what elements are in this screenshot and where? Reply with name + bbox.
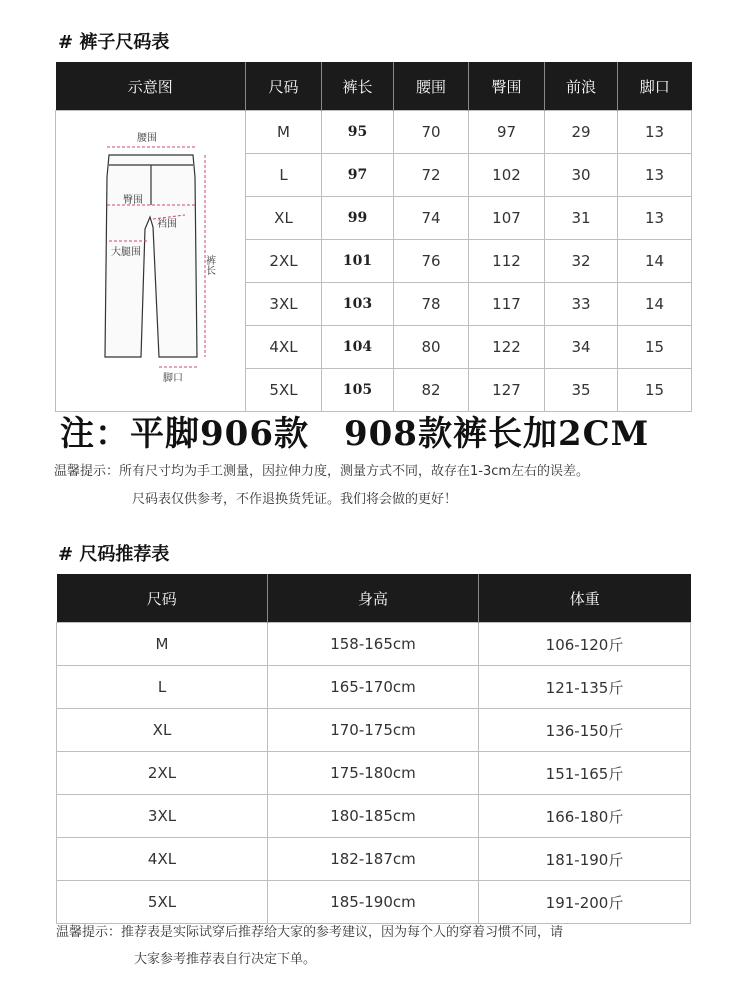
cell-rise: 34 — [545, 326, 618, 369]
table-row — [57, 881, 691, 924]
cell-hip: 112 — [469, 240, 545, 283]
header-size: 尺码 — [57, 574, 268, 623]
cell-weight: 181-190斤 — [479, 838, 691, 881]
header-diagram: 示意图 — [56, 62, 246, 111]
pants-diagram — [57, 117, 245, 401]
cell-size: 4XL — [57, 838, 268, 881]
cell-length: 101 — [322, 240, 394, 283]
cell-leg-opening: 15 — [618, 326, 692, 369]
recommend-tip-line1: 温馨提示：推荐表是实际试穿后推荐给大家的参考建议，因为每个人的穿着习惯不同，请 — [56, 925, 564, 940]
cell-hip: 127 — [469, 369, 545, 412]
cell-size: 2XL — [246, 240, 322, 283]
cell-size: XL — [57, 709, 268, 752]
cell-leg-opening: 14 — [618, 283, 692, 326]
cell-leg-opening: 13 — [618, 197, 692, 240]
cell-size: L — [246, 154, 322, 197]
header-length: 裤长 — [322, 62, 394, 111]
cell-rise: 35 — [545, 369, 618, 412]
diagram-label-waist: 腰围 — [136, 133, 157, 144]
cell-waist: 80 — [394, 326, 469, 369]
pants-diagram-cell — [56, 111, 246, 412]
recommend-chart-title: # 尺码推荐表 — [58, 544, 170, 565]
cell-weight: 151-165斤 — [479, 752, 691, 795]
length-note: 注：平脚906款 908款裤长加2CM — [60, 414, 650, 454]
cell-length: 99 — [322, 197, 394, 240]
cell-size: L — [57, 666, 268, 709]
cell-weight: 166-180斤 — [479, 795, 691, 838]
header-weight: 体重 — [479, 574, 691, 623]
cell-rise: 30 — [545, 154, 618, 197]
cell-size: 2XL — [57, 752, 268, 795]
pants-size-table — [55, 62, 692, 412]
cell-leg-opening: 14 — [618, 240, 692, 283]
cell-size: 5XL — [57, 881, 268, 924]
recommend-tip-line2: 大家参考推荐表自行决定下单。 — [134, 952, 317, 967]
cell-waist: 78 — [394, 283, 469, 326]
cell-height: 182-187cm — [268, 838, 479, 881]
header-leg-opening: 脚口 — [618, 62, 692, 111]
cell-height: 165-170cm — [268, 666, 479, 709]
diagram-label-hip: 臀围 — [122, 195, 143, 206]
cell-size: 5XL — [246, 369, 322, 412]
cell-length: 105 — [322, 369, 394, 412]
table-row — [56, 111, 692, 154]
cell-height: 185-190cm — [268, 881, 479, 924]
diagram-label-crotch: 裆围 — [156, 219, 177, 230]
cell-waist: 72 — [394, 154, 469, 197]
size-tip-line1: 温馨提示：所有尺寸均为手工测量，因拉伸力度，测量方式不同，故存在1-3cm左右的误差。 — [54, 464, 590, 479]
cell-rise: 31 — [545, 197, 618, 240]
cell-leg-opening: 13 — [618, 111, 692, 154]
cell-rise: 32 — [545, 240, 618, 283]
cell-length: 103 — [322, 283, 394, 326]
header-height: 身高 — [268, 574, 479, 623]
table-row — [57, 752, 691, 795]
cell-weight: 136-150斤 — [479, 709, 691, 752]
cell-waist: 70 — [394, 111, 469, 154]
cell-hip: 102 — [469, 154, 545, 197]
cell-weight: 191-200斤 — [479, 881, 691, 924]
table-row — [57, 623, 691, 666]
diagram-label-thigh: 大腿围 — [110, 247, 141, 258]
cell-waist: 74 — [394, 197, 469, 240]
cell-height: 180-185cm — [268, 795, 479, 838]
header-waist: 腰围 — [394, 62, 469, 111]
cell-height: 158-165cm — [268, 623, 479, 666]
table-row — [57, 795, 691, 838]
header-size: 尺码 — [246, 62, 322, 111]
size-recommend-table — [56, 574, 691, 924]
diagram-label-length: 裤长 — [203, 255, 214, 275]
cell-leg-opening: 15 — [618, 369, 692, 412]
cell-waist: 76 — [394, 240, 469, 283]
header-hip: 臀围 — [469, 62, 545, 111]
header-rise: 前浪 — [545, 62, 618, 111]
cell-hip: 122 — [469, 326, 545, 369]
cell-size: XL — [246, 197, 322, 240]
table-row — [57, 709, 691, 752]
size-tip-line2: 尺码表仅供参考，不作退换货凭证。我们将会做的更好！ — [132, 492, 458, 507]
table-row — [57, 838, 691, 881]
table-row — [57, 666, 691, 709]
cell-hip: 117 — [469, 283, 545, 326]
cell-weight: 121-135斤 — [479, 666, 691, 709]
cell-size: M — [246, 111, 322, 154]
cell-size: M — [57, 623, 268, 666]
cell-size: 3XL — [57, 795, 268, 838]
cell-size: 3XL — [246, 283, 322, 326]
cell-length: 104 — [322, 326, 394, 369]
cell-length: 97 — [322, 154, 394, 197]
cell-rise: 29 — [545, 111, 618, 154]
cell-hip: 107 — [469, 197, 545, 240]
table-header-row — [57, 574, 691, 623]
cell-weight: 106-120斤 — [479, 623, 691, 666]
cell-leg-opening: 13 — [618, 154, 692, 197]
cell-length: 95 — [322, 111, 394, 154]
cell-hip: 97 — [469, 111, 545, 154]
cell-rise: 33 — [545, 283, 618, 326]
diagram-label-leg-opening: 脚口 — [162, 373, 183, 384]
cell-size: 4XL — [246, 326, 322, 369]
cell-height: 170-175cm — [268, 709, 479, 752]
cell-height: 175-180cm — [268, 752, 479, 795]
table-header-row — [56, 62, 692, 111]
cell-waist: 82 — [394, 369, 469, 412]
size-chart-title: # 裤子尺码表 — [58, 32, 170, 53]
